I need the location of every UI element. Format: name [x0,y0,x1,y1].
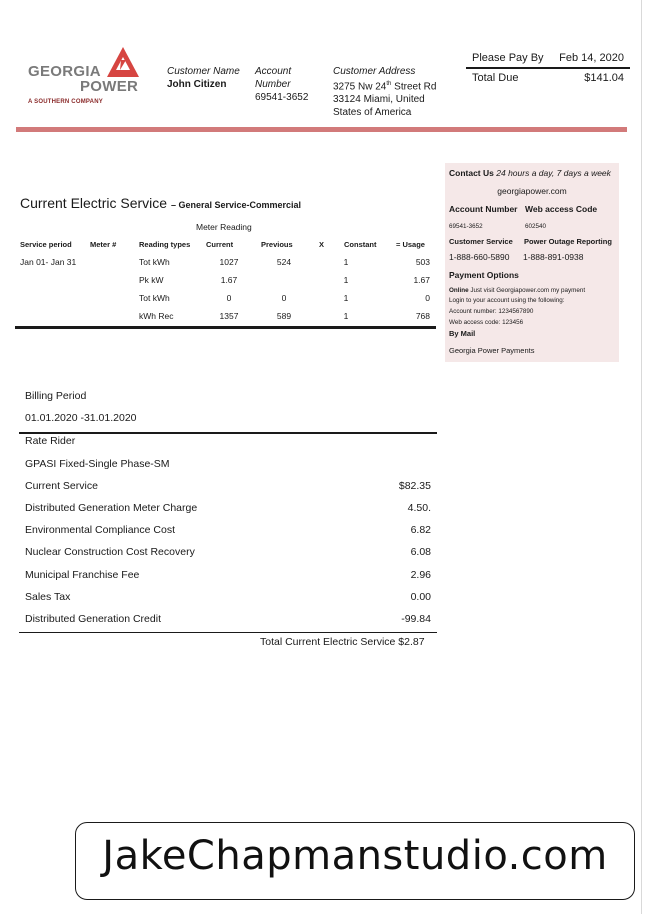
row-constant: 1 [343,257,349,267]
row-usage: 768 [415,311,430,321]
service-title-main: Current Electric Service [20,195,168,211]
outage-phone[interactable]: 1-888-891-0938 [523,252,584,262]
row-current: 1357 [219,311,239,321]
total-due-amount: $141.04 [584,72,624,84]
header-reading-types: Reading types [139,240,191,249]
logo-word-power: POWER [80,78,139,95]
charge-label: Municipal Franchise Fee [25,569,140,581]
charge-label: Environmental Compliance Cost [25,524,175,536]
charge-row [25,524,431,536]
service-title [20,195,301,211]
please-pay-by-label: Please Pay By [472,52,544,64]
georgia-power-triangle-logo-icon [106,46,140,78]
row-previous: 0 [281,293,287,303]
charge-amount: 6.08 [410,546,431,558]
charge-row [25,613,431,625]
account-label-line-2: Number [255,79,291,90]
charge-amount: 4.50. [407,502,431,514]
pay-divider [466,67,630,69]
header-usage: = Usage [396,240,425,249]
row-previous: 589 [276,311,292,321]
web-access-label: Web access Code [525,204,598,214]
row-constant: 1 [343,293,349,303]
service-table-rule [15,326,436,329]
billing-period-label: Billing Period [25,390,87,402]
total-due-label: Total Due [472,72,519,84]
due-date: Feb 14, 2020 [559,52,624,64]
contact-us-label: Contact Us [449,168,494,178]
account-label-line-1: Account [255,66,292,77]
contact-account-number: 69541-3652 [449,223,483,230]
charge-label: Distributed Generation Credit [25,613,161,625]
address-line-1-post: Street Rd [391,81,437,93]
customer-name-label: Customer Name [167,66,240,77]
header-constant: Constant [344,240,377,249]
charge-label: Distributed Generation Meter Charge [25,502,198,514]
header-service-period: Service period [20,240,72,249]
rate-rider-label: Rate Rider [25,435,76,447]
customer-address-label: Customer Address [333,66,416,77]
rate-row [25,458,431,470]
account-number-label-right: Account Number [449,204,518,214]
charge-row [25,569,431,581]
row-type: Tot kWh [139,257,170,267]
web-access-line: Web access code: 123456 [449,319,524,326]
account-number-line: Account number: 1234567890 [449,308,534,315]
row-constant: 1 [343,311,349,321]
row-type: kWh Rec [139,311,174,321]
header-current: Current [206,240,234,249]
charge-row [25,546,431,558]
charge-label: Nuclear Construction Cost Recovery [25,546,195,558]
charge-amount: $82.35 [398,480,431,492]
online-label: Online [449,287,469,294]
contact-box [445,163,619,362]
customer-name-block [167,65,240,91]
charge-row [25,502,431,514]
meter-reading-label: Meter Reading [196,222,252,232]
account-number: 69541-3652 [255,92,309,103]
billing-period-row [25,412,431,424]
row-usage: 1.67 [413,275,430,285]
row-usage: 503 [415,257,430,267]
service-period-value: Jan 01- Jan 31 [20,257,77,267]
row-current: 0 [226,293,232,303]
billing-rule [19,432,437,434]
row-usage: 0 [425,293,430,303]
rate-rider-row [25,435,431,447]
online-text: Just visit Georgiapower.com my payment [470,287,586,294]
web-access-code: 602540 [525,223,547,230]
address-line-1-pre: 3275 Nw 24 [333,81,387,93]
row-type: Pk kW [139,275,164,285]
header-previous: Previous [261,240,293,249]
billing-period: 01.01.2020 -31.01.2020 [25,412,137,424]
address-line-3: States of America [333,107,412,119]
charge-label: Current Service [25,480,98,492]
service-title-sub: – General Service-Commercial [170,200,302,210]
header-meter: Meter # [90,240,117,249]
address-line-1-sup: th [386,81,392,87]
page-edge [641,0,642,914]
account-number-block [255,65,308,104]
contact-us-line [449,168,611,178]
header-divider-band [16,127,627,132]
contact-hours: 24 hours a day, 7 days a week [496,168,611,178]
logo-subtitle: A SOUTHERN COMPANY [28,99,103,105]
website[interactable]: georgiapower.com [497,186,567,196]
payment-options-label: Payment Options [449,270,519,280]
total-due-row [466,71,630,86]
georgia-power-logo [28,46,146,110]
outage-label: Power Outage Reporting [524,237,612,246]
row-constant: 1 [343,275,349,285]
row-current: 1.67 [220,275,238,285]
row-previous: 524 [276,257,292,267]
address-line-1 [333,78,436,93]
pay-by-row [466,51,630,66]
customer-service-label: Customer Service [449,237,513,246]
customer-service-phone[interactable]: 1-888-660-5890 [449,252,510,262]
row-type: Tot kWh [139,293,170,303]
billing-period-label-row [25,390,431,402]
row-current: 1027 [219,257,239,267]
charge-label: Sales Tax [25,591,71,603]
billing-total-rule [19,632,437,633]
charge-row [25,480,431,492]
charge-row [25,591,431,603]
login-text: Login to your account using the following: [449,297,565,304]
online-line [449,287,585,294]
customer-address-block [333,65,436,119]
address-line-2: 33124 Miami, United [333,94,425,106]
watermark-text: JakeChapmanstudio.com [102,833,608,879]
logo-word-georgia: GEORGIA [28,63,101,80]
by-mail-label: By Mail [449,329,476,338]
header-x: X [319,240,325,249]
payee: Georgia Power Payments [449,346,535,355]
charge-amount: 6.82 [410,524,431,536]
pay-summary [466,51,630,86]
customer-name: John Citizen [167,79,227,90]
watermark-banner [75,822,635,900]
charge-amount: 2.96 [410,569,431,581]
charge-amount: -99.84 [401,613,431,625]
charge-amount: 0.00 [410,591,431,603]
rate-value: GPASI Fixed-Single Phase-SM [25,458,170,470]
total-current-service: Total Current Electric Service $2.87 [260,636,425,648]
